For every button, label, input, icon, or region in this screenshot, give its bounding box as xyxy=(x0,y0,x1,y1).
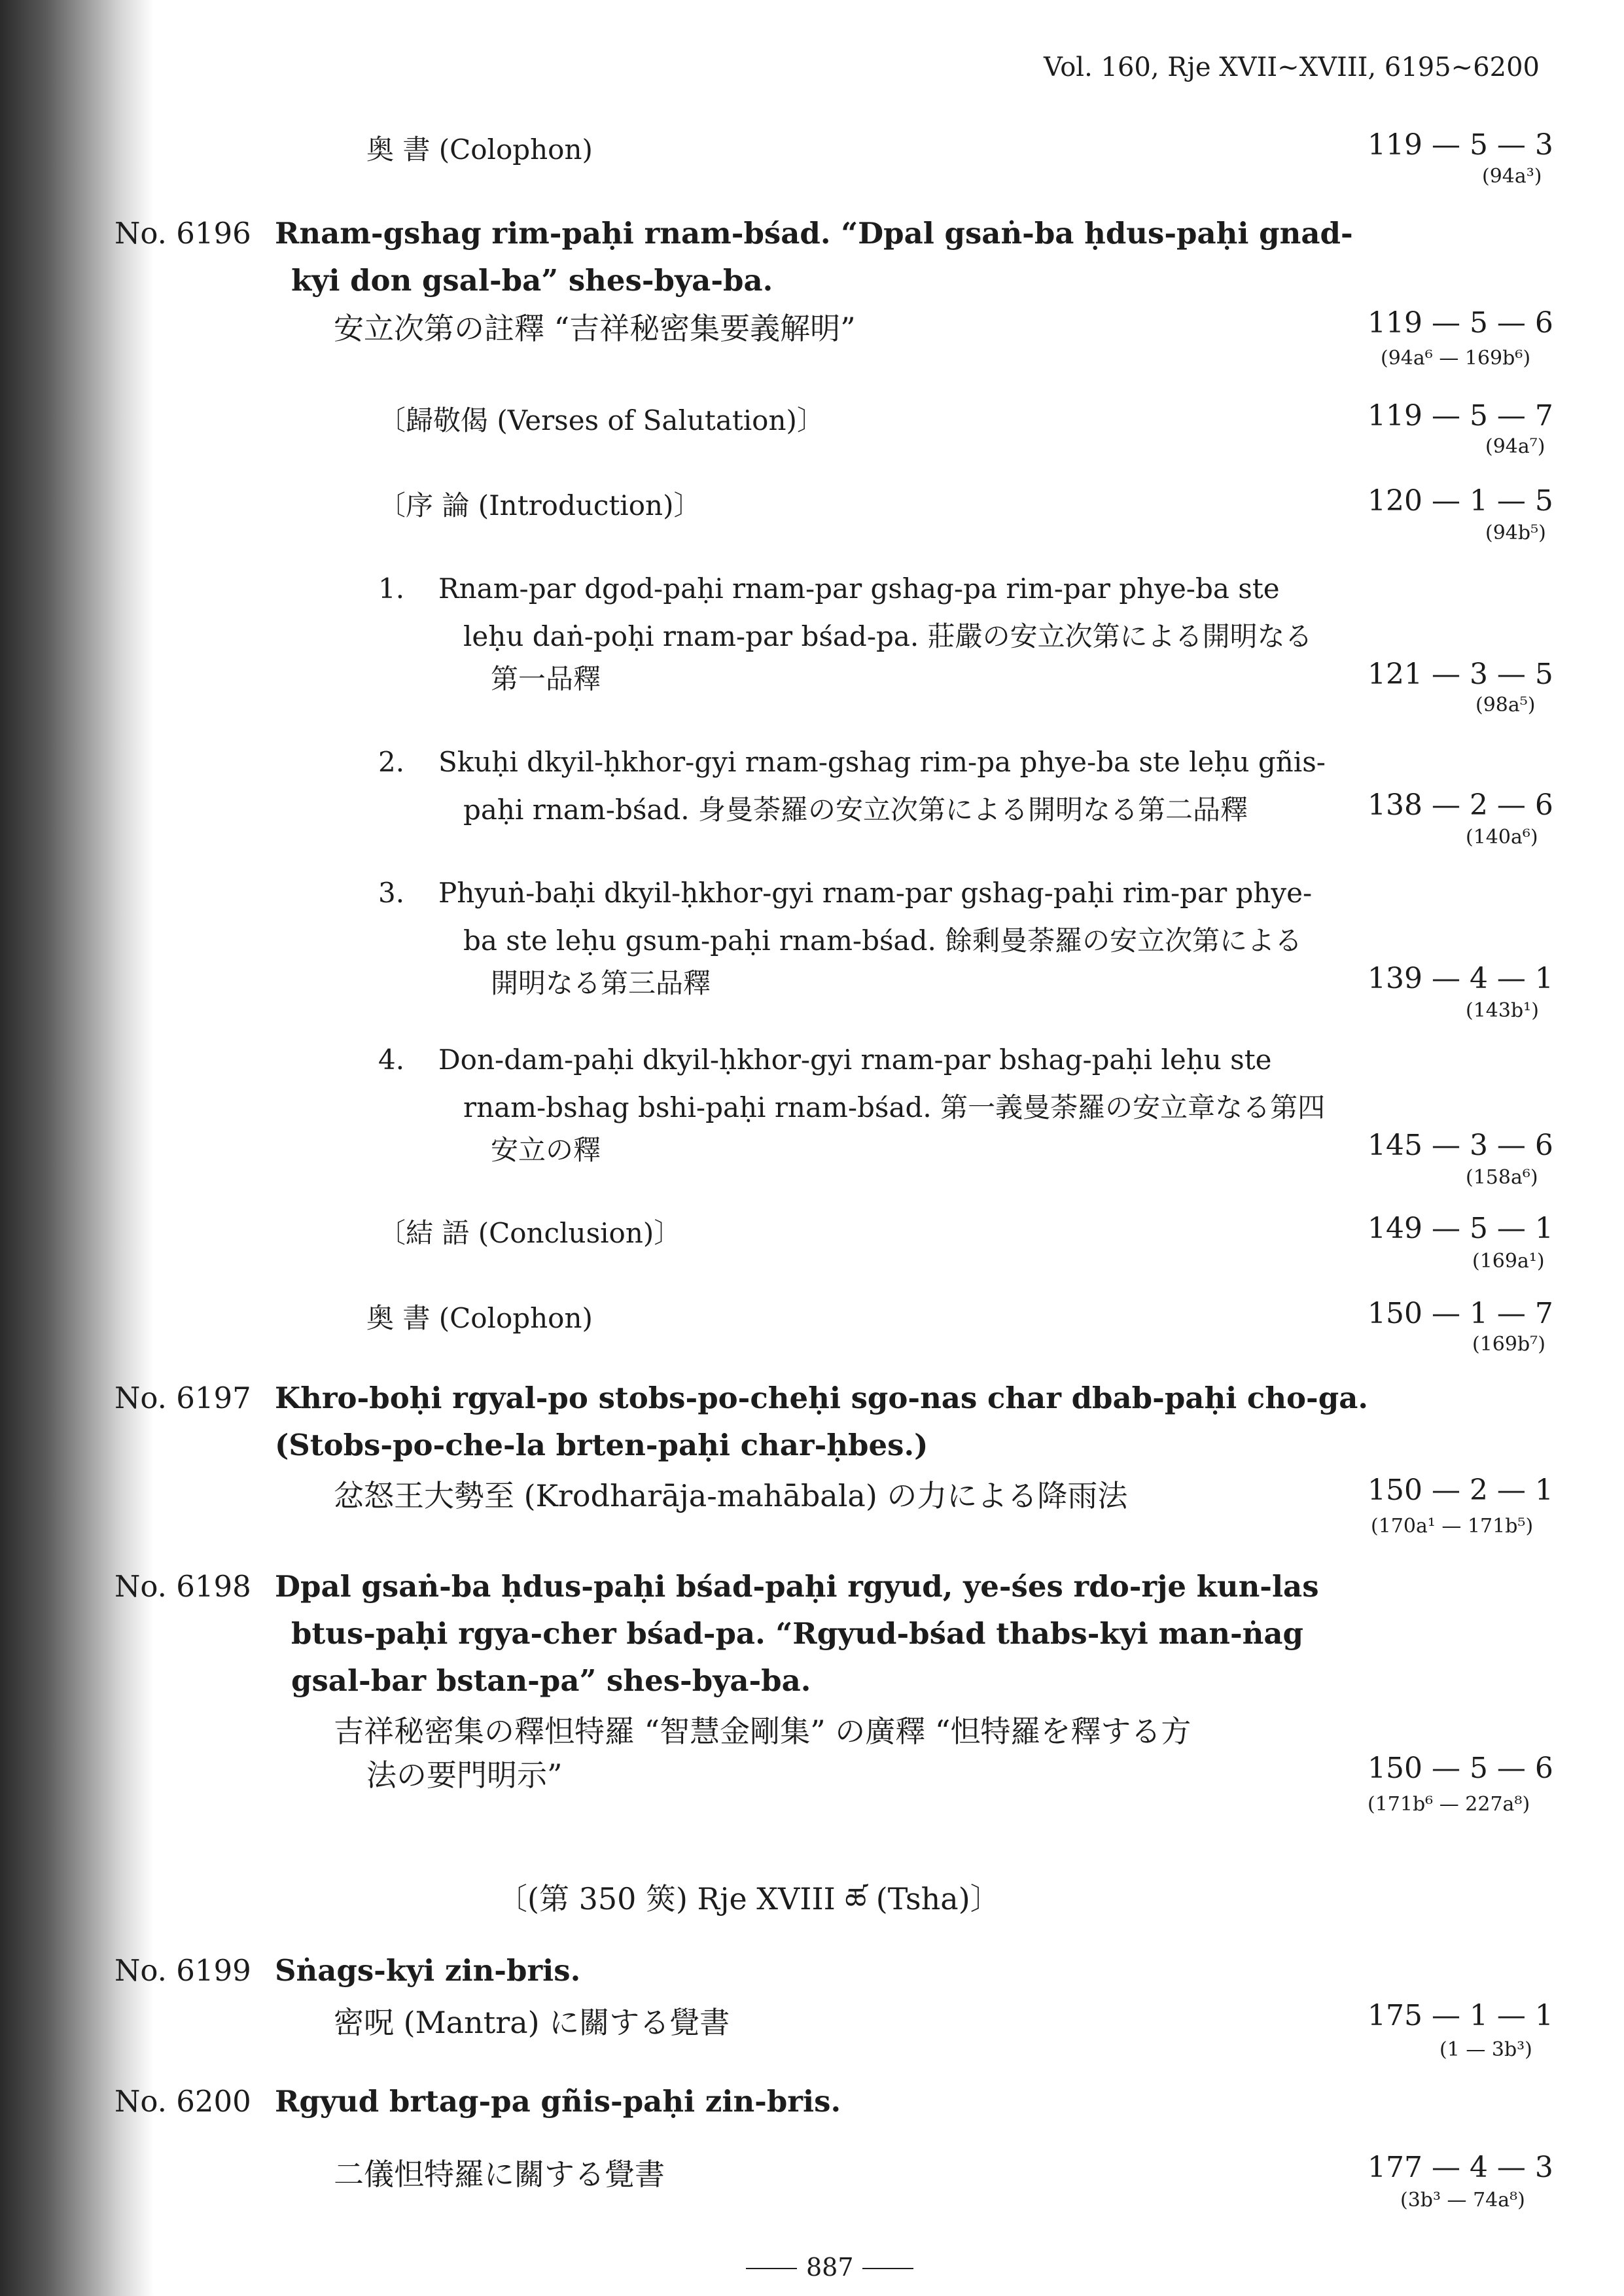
entry-number: No. 6198 xyxy=(115,1569,251,1604)
item-number: 1. xyxy=(378,573,405,605)
entry-japanese-title: 忿怒王大勢至 (Krodharāja-mahābala) の力による降雨法 xyxy=(334,1478,1128,1513)
entry-number: No. 6197 xyxy=(115,1381,251,1415)
item-folio: (140a⁶) xyxy=(1466,826,1538,849)
item-line: Skuḥi dkyil-ḥkhor-gyi rnam-gshag rim-pa phye-ba ste leḥu gñis- xyxy=(438,746,1326,778)
entry-ref: 177 — 4 — 3 xyxy=(1368,2151,1553,2184)
page-number-rule-left xyxy=(746,2268,797,2269)
entry-japanese-title: 二儀怛特羅に關する覺書 xyxy=(334,2157,665,2192)
entry-title-line: Khro-boḥi rgyal-po stobs-po-cheḥi sgo-nas char dbab-paḥi cho-ga. xyxy=(275,1381,1369,1415)
entry-japanese-title: 吉祥秘密集の釋怛特羅 “智慧金剛集” の廣釋 “怛特羅を釋する方 xyxy=(334,1714,1192,1749)
item-line: leḥu daṅ-poḥi rnam-par bśad-pa. 莊嚴の安立次第による開明なる xyxy=(463,620,1313,652)
item-line: rnam-bshag bshi-paḥi rnam-bśad. 第一義曼荼羅の安立章なる第四 xyxy=(463,1091,1326,1123)
entry-ref: 175 — 1 — 1 xyxy=(1368,1999,1553,2032)
item-number: 3. xyxy=(378,877,405,909)
running-head: Vol. 160, Rje XVII~XVIII, 6195~6200 xyxy=(1044,52,1540,82)
colophon-ref: 150 — 1 — 7 xyxy=(1368,1297,1553,1330)
conclusion-ref: 149 — 5 — 1 xyxy=(1368,1212,1553,1245)
item-folio: (143b¹) xyxy=(1466,999,1539,1022)
colophon-folio: (94a³) xyxy=(1482,165,1542,188)
colophon-label: 奥 書 (Colophon) xyxy=(366,133,593,166)
entry-number: No. 6196 xyxy=(115,216,251,251)
entry-title: Rgyud brtag-pa gñis-paḥi zin-bris. xyxy=(275,2084,841,2119)
item-number: 2. xyxy=(378,746,405,778)
entry-japanese-title: 安立次第の註釋 “吉祥秘密集要義解明” xyxy=(334,311,856,346)
conclusion-folio: (169a¹) xyxy=(1472,1250,1545,1273)
item-line: paḥi rnam-bśad. 身曼荼羅の安立次第による開明なる第二品釋 xyxy=(463,794,1248,826)
entry-ref: 119 — 5 — 6 xyxy=(1368,306,1553,340)
entry-japanese-title: 法の要門明示” xyxy=(366,1757,563,1793)
item-line: Don-dam-paḥi dkyil-ḥkhor-gyi rnam-par bshag-paḥi leḥu ste xyxy=(438,1044,1272,1076)
section-label: 〔歸敬偈 (Verses of Salutation)〕 xyxy=(378,404,824,436)
section-folio: (94b⁵) xyxy=(1485,521,1546,544)
section-ref: 119 — 5 — 7 xyxy=(1368,399,1553,433)
colophon-folio: (169b⁷) xyxy=(1472,1333,1545,1356)
entry-title-line: gsal-bar bstan-pa” shes-bya-ba. xyxy=(291,1663,811,1698)
item-line: ba ste leḥu gsum-paḥi rnam-bśad. 餘剩曼荼羅の安立次第による xyxy=(463,925,1303,957)
entry-title: Sṅags-kyi zin-bris. xyxy=(275,1953,581,1988)
entry-folio: (94a⁶ — 169b⁶) xyxy=(1381,347,1531,370)
entry-title-line: Dpal gsaṅ-ba ḥdus-paḥi bśad-paḥi rgyud, ye-śes rdo-rje kun-las xyxy=(275,1569,1319,1604)
item-ref: 138 — 2 — 6 xyxy=(1368,788,1553,822)
item-ref: 145 — 3 — 6 xyxy=(1368,1129,1553,1162)
entry-folio: (171b⁶ — 227a⁸) xyxy=(1368,1793,1530,1816)
item-line: Phyuṅ-baḥi dkyil-ḥkhor-gyi rnam-par gshag-paḥi rim-par phye- xyxy=(438,877,1313,909)
entry-folio: (1 — 3b³) xyxy=(1439,2038,1532,2061)
page-number-rule-right xyxy=(862,2268,913,2269)
entry-title-line: kyi don gsal-ba” shes-bya-ba. xyxy=(291,263,773,298)
item-ref: 121 — 3 — 5 xyxy=(1368,658,1553,691)
entry-title-line: Rnam-gshag rim-paḥi rnam-bśad. “Dpal gsaṅ-ba ḥdus-paḥi gnad- xyxy=(275,216,1353,251)
section-folio: (94a⁷) xyxy=(1485,435,1545,458)
item-folio: (158a⁶) xyxy=(1466,1166,1538,1189)
page-number: 887 xyxy=(806,2253,854,2282)
item-line: Rnam-par dgod-paḥi rnam-par gshag-pa rim-par phye-ba ste xyxy=(438,573,1280,605)
entry-japanese-title: 密呪 (Mantra) に關する覺書 xyxy=(334,2005,730,2040)
conclusion-label: 〔結 語 (Conclusion)〕 xyxy=(378,1217,682,1249)
book-spine-shadow xyxy=(0,0,154,2296)
colophon-ref: 119 — 5 — 3 xyxy=(1368,128,1553,162)
item-line: 安立の釋 xyxy=(491,1134,601,1166)
entry-number: No. 6199 xyxy=(115,1953,251,1988)
entry-ref: 150 — 5 — 6 xyxy=(1368,1752,1553,1785)
item-ref: 139 — 4 — 1 xyxy=(1368,962,1553,995)
section-label: 〔序 論 (Introduction)〕 xyxy=(378,489,701,521)
item-line: 第一品釋 xyxy=(491,663,601,695)
colophon-label: 奥 書 (Colophon) xyxy=(366,1302,593,1334)
entry-folio: (170a¹ — 171b⁵) xyxy=(1371,1515,1534,1538)
entry-title-line: btus-paḥi rgya-cher bśad-pa. “Rgyud-bśad thabs-kyi man-ṅag xyxy=(291,1616,1303,1651)
entry-ref: 150 — 2 — 1 xyxy=(1368,1474,1553,1507)
entry-title-line: (Stobs-po-che-la brten-paḥi char-ḥbes.) xyxy=(275,1428,928,1462)
section-ref: 120 — 1 — 5 xyxy=(1368,484,1553,518)
entry-number: No. 6200 xyxy=(115,2084,251,2119)
item-number: 4. xyxy=(378,1044,405,1076)
volume-heading: 〔(第 350 筴) Rje XVIII ཚ (Tsha)〕 xyxy=(497,1881,1000,1916)
item-folio: (98a⁵) xyxy=(1475,694,1536,716)
entry-folio: (3b³ — 74a⁸) xyxy=(1400,2189,1525,2212)
item-line: 開明なる第三品釋 xyxy=(491,967,711,999)
